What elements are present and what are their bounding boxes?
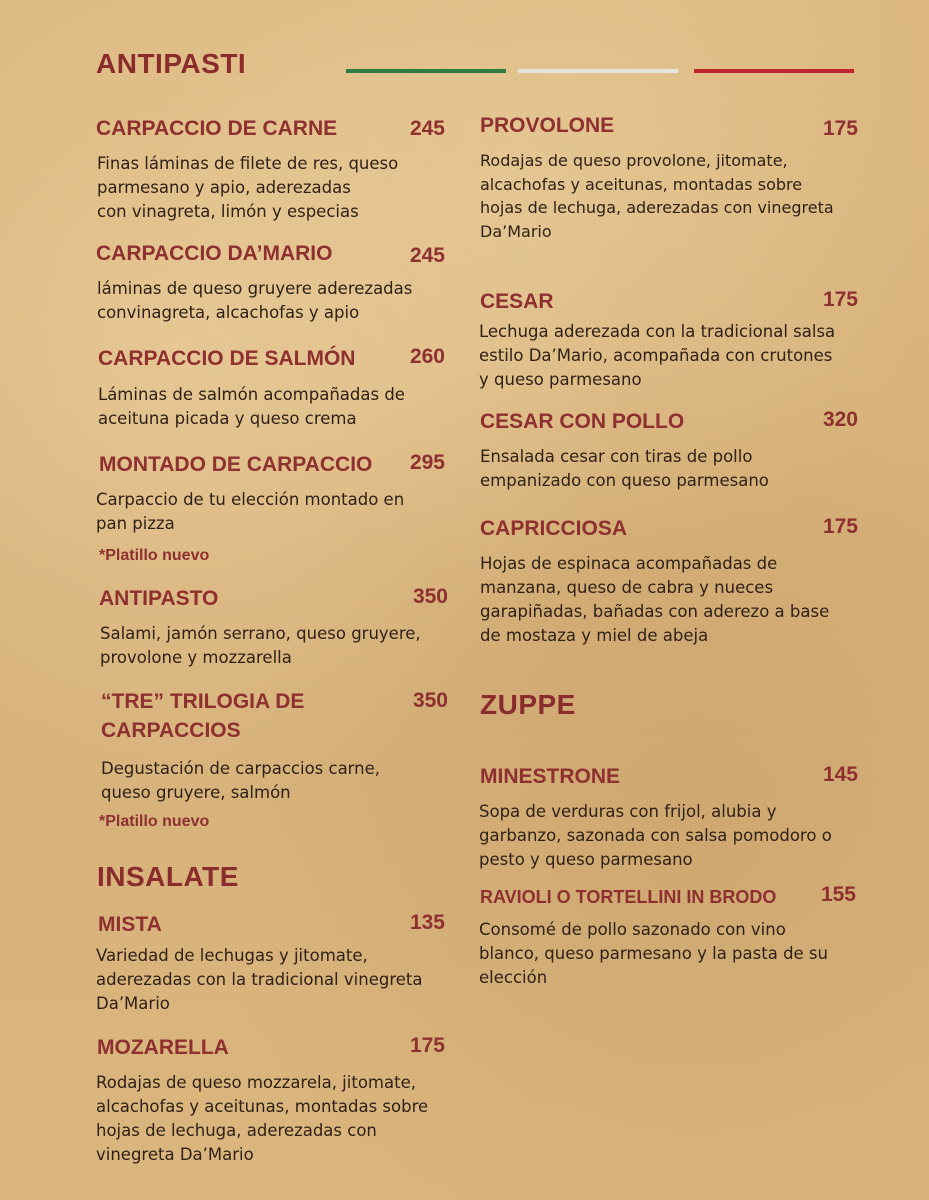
item-price: 155: [820, 883, 856, 906]
item-price: 175: [822, 515, 858, 538]
item-description: Láminas de salmón acompañadas de aceituna picada y queso crema: [98, 385, 405, 428]
item-description: Rodajas de queso mozzarela, jitomate, alcachofas y aceitunas, montadas sobre hojas de lechuga, aderezadas con vinegreta Da’Mario: [96, 1073, 429, 1164]
item-price: 145: [822, 763, 858, 786]
item-price: 245: [409, 117, 445, 140]
item-description: Rodajas de queso provolone, jitomate, alcachofas y aceitunas, montadas sobre hojas de lechuga, aderezadas con vinegreta Da’Mario: [480, 151, 834, 241]
item-description: Lechuga aderezada con la tradicional salsa estilo Da’Mario, acompañada con crutones y queso parmesano: [479, 322, 836, 389]
item-name: RAVIOLI O TORTELLINI IN BRODO: [480, 887, 777, 907]
item-price: 350: [412, 585, 448, 608]
item-description: Hojas de espinaca acompañadas de manzana, queso de cabra y nueces garapiñadas, bañadas con aderezo a base de mostaza y miel de abeja: [480, 554, 830, 645]
item-price: 175: [822, 117, 858, 140]
item-price: 175: [822, 288, 858, 311]
item-name: “TRE” TRILOGIA DE CARPACCIOS: [101, 690, 305, 742]
new-dish-note: *Platillo nuevo: [99, 813, 210, 830]
item-name: MOZARELLA: [97, 1036, 229, 1059]
item-description: Consomé de pollo sazonado con vino blanco, queso parmesano y la pasta de su elección: [479, 920, 828, 987]
item-description: Salami, jamón serrano, queso gruyere, provolone y mozzarella: [100, 624, 421, 667]
flag-stripe-white: [518, 69, 678, 73]
item-price: 295: [409, 451, 445, 474]
item-name: MONTADO DE CARPACCIO: [99, 453, 373, 476]
item-price: 245: [409, 244, 445, 267]
item-description: Variedad de lechugas y jitomate, aderezadas con la tradicional vinegreta Da’Mario: [96, 946, 423, 1013]
item-description: Sopa de verduras con frijol, alubia y garbanzo, sazonada con salsa pomodoro o pesto y queso parmesano: [479, 802, 832, 869]
item-description: Carpaccio de tu elección montado en pan pizza: [96, 490, 405, 533]
item-price: 320: [822, 408, 858, 431]
item-name: MISTA: [98, 913, 162, 936]
item-name: CARPACCIO DE CARNE: [96, 117, 338, 140]
flag-stripe-red: [694, 69, 854, 73]
item-price: 135: [409, 911, 445, 934]
section-title-antipasti: ANTIPASTI: [96, 48, 247, 79]
item-name: MINESTRONE: [480, 765, 621, 788]
item-price: 260: [409, 345, 445, 368]
item-description: Ensalada cesar con tiras de pollo empanizado con queso parmesano: [480, 447, 769, 490]
item-description: Degustación de carpaccios carne, queso gruyere, salmón: [101, 759, 381, 802]
section-title-insalate: INSALATE: [97, 861, 239, 892]
new-dish-note: *Platillo nuevo: [99, 547, 210, 564]
item-price: 175: [409, 1034, 445, 1057]
item-name: CARPACCIO DA’MARIO: [96, 242, 333, 265]
item-name: ANTIPASTO: [99, 587, 219, 610]
item-description: Finas láminas de filete de res, queso parmesano y apio, aderezadas con vinagreta, limón y especias: [97, 154, 399, 221]
section-title-zuppe: ZUPPE: [480, 689, 576, 720]
item-name: PROVOLONE: [480, 114, 615, 137]
item-description: láminas de queso gruyere aderezadas convinagreta, alcachofas y apio: [97, 279, 413, 322]
item-name: CAPRICCIOSA: [480, 517, 628, 540]
flag-stripe-green: [346, 69, 506, 73]
item-name: CARPACCIO DE SALMÓN: [98, 347, 356, 370]
item-name: CESAR CON POLLO: [480, 410, 685, 433]
item-price: 350: [412, 689, 448, 712]
item-name: CESAR: [480, 290, 554, 313]
